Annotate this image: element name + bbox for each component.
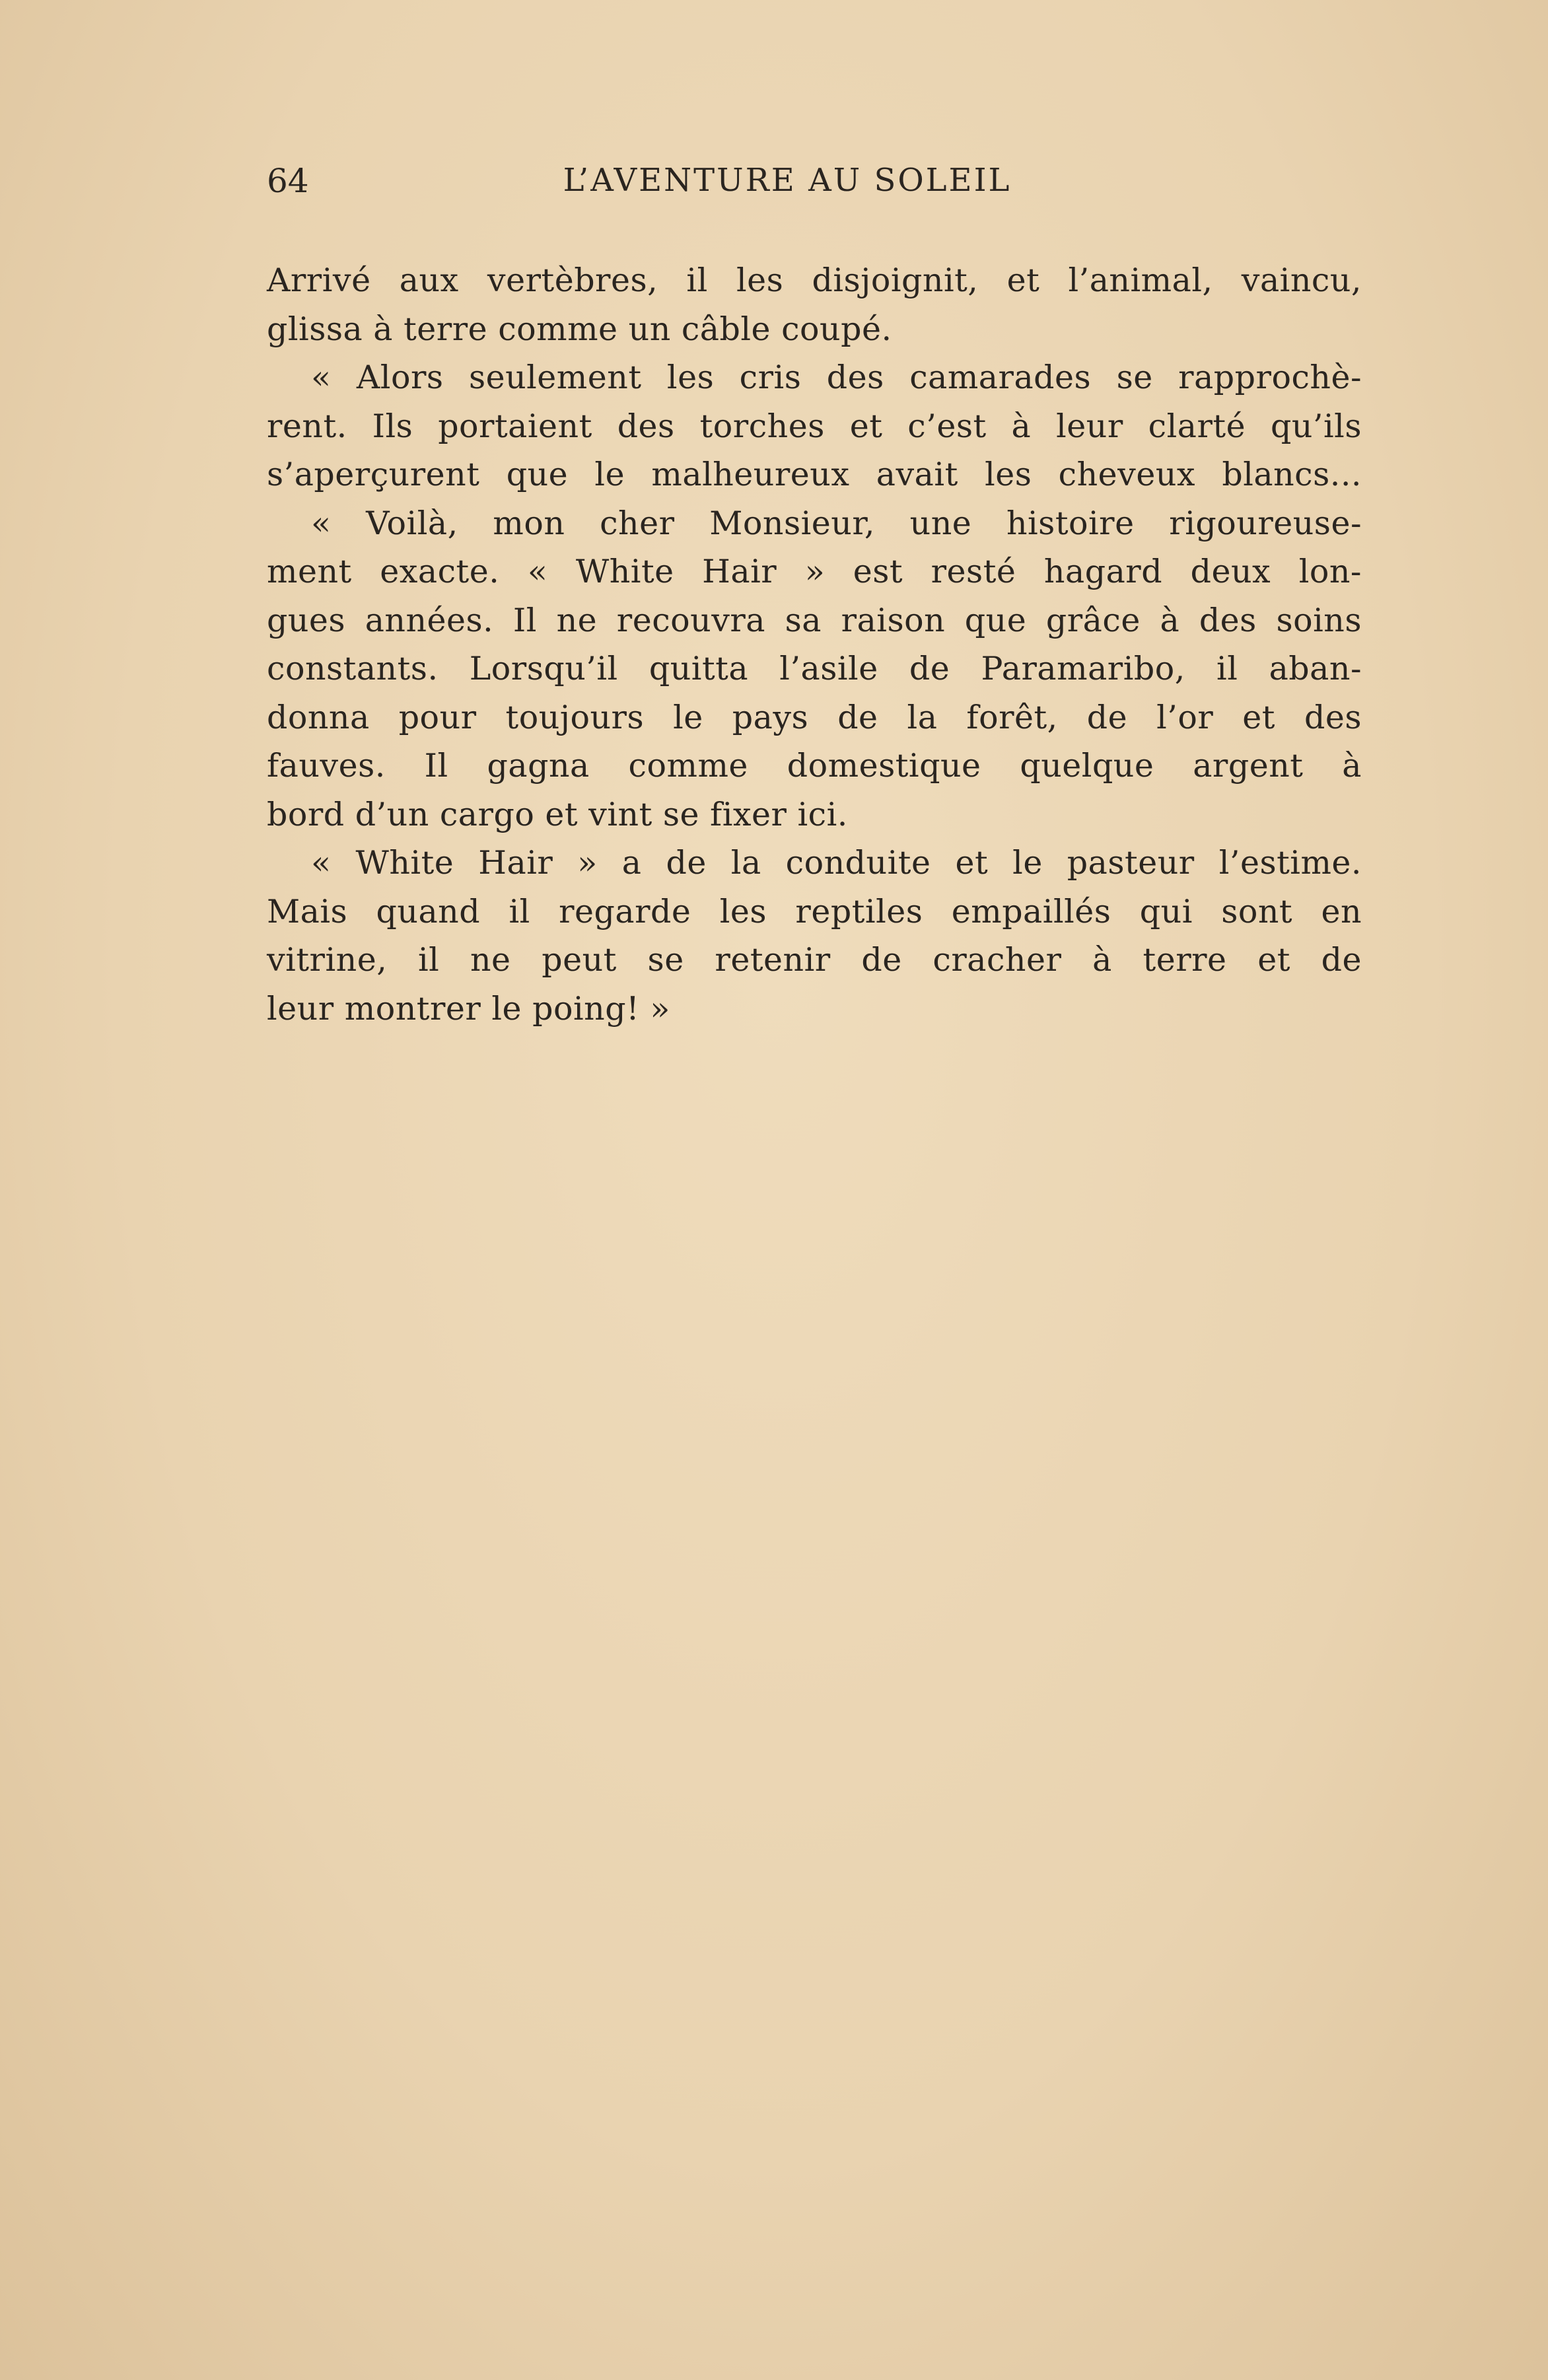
body-text [267, 256, 1362, 1033]
text-line: bord d’un cargo et vint se fixer ici. [267, 795, 848, 833]
text-line: fauves. Il gagna comme domestique quelque argent à [267, 747, 1362, 785]
text-line: Arrivé aux vertèbres, il les disjoignit, et l’animal, vaincu, [267, 262, 1362, 299]
text-line: « White Hair » a de la conduite et le pasteur l’estime. [311, 844, 1362, 882]
text-line: « Voilà, mon cher Monsieur, une histoire rigoureuse- [311, 504, 1362, 542]
text-line: vitrine, il ne peut se retenir de cracher à terre et de [267, 941, 1362, 979]
text-line: s’aperçurent que le malheureux avait les cheveux blancs... [267, 456, 1362, 493]
text-line: glissa à terre comme un câble coupé. [267, 310, 892, 348]
text-line: Mais quand il regarde les reptiles empaillés qui sont en [267, 892, 1362, 930]
text-line: leur montrer le poing! » [267, 989, 670, 1028]
running-title: L’AVENTURE AU SOLEIL [563, 162, 1012, 199]
text-line: constants. Lorsqu’il quitta l’asile de Paramaribo, il aban- [267, 650, 1362, 687]
page-number: 64 [267, 162, 309, 200]
text-line: rent. Ils portaient des torches et c’est à leur clarté qu’ils [267, 407, 1362, 445]
text-line: donna pour toujours le pays de la forêt, de l’or et des [267, 698, 1362, 736]
text-line: gues années. Il ne recouvra sa raison que grâce à des soins [267, 601, 1362, 639]
text-line: « Alors seulement les cris des camarades se rapprochè- [311, 359, 1362, 396]
text-line: ment exacte. « White Hair » est resté hagard deux lon- [267, 553, 1362, 590]
